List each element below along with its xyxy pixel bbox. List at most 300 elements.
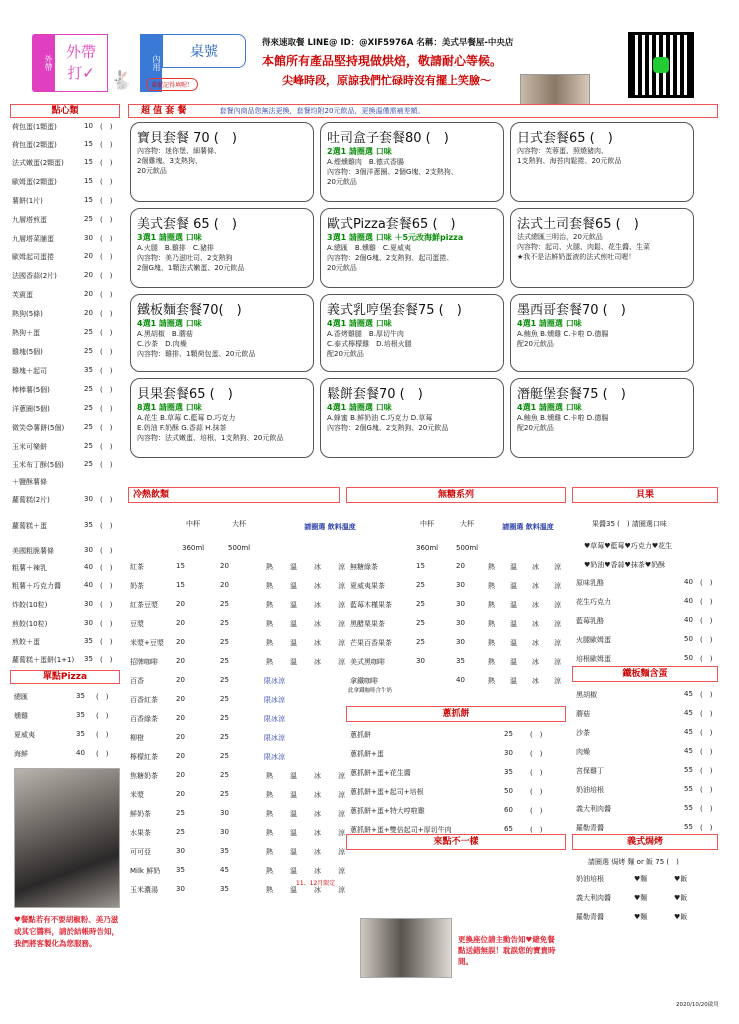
combo-card[interactable]: [320, 122, 504, 202]
snack-item-name: 法國香蒜(2片): [12, 272, 57, 280]
combo-card-line: A.蜂蜜 B.鮮奶油 C.巧克力 D.草莓: [327, 414, 433, 422]
drink-price-l[interactable]: 25: [220, 790, 229, 798]
drink-price-m[interactable]: 20: [176, 676, 185, 684]
snack-item-qty[interactable]: ( ): [100, 141, 113, 149]
drink-price-m[interactable]: 20: [176, 657, 185, 665]
drink-price-m[interactable]: 25: [176, 809, 185, 817]
snack-item-qty[interactable]: ( ): [100, 216, 113, 224]
drink-name: 玉米濃湯: [130, 886, 158, 894]
iron-item-qty[interactable]: ( ): [700, 786, 713, 794]
drink-limited-cold: 限冰涼: [264, 677, 285, 685]
scallion-item-name: 蔥抓餅+蛋+起司+培根: [350, 788, 424, 796]
promo-photo: [360, 918, 452, 978]
snack-item-qty[interactable]: ( ): [100, 386, 113, 394]
table-number-box[interactable]: [162, 34, 246, 68]
drink-temp-option[interactable]: 溫: [290, 848, 297, 856]
drink-temp-option[interactable]: 溫: [290, 867, 297, 875]
drink-name: 百香: [130, 677, 144, 685]
drink-price-l[interactable]: 25: [220, 600, 229, 608]
drink-temp-option[interactable]: 冰: [314, 658, 321, 666]
snack-item-price: 25: [84, 404, 93, 412]
sugarfree-temp-option[interactable]: 涼: [554, 677, 561, 685]
drink-price-l[interactable]: 25: [220, 638, 229, 646]
drink-temp-option[interactable]: 冰: [314, 639, 321, 647]
gratin-rice-option[interactable]: ♥飯: [674, 875, 688, 883]
sugarfree-temp-option[interactable]: 冰: [532, 677, 539, 685]
combo-card-line: 2個G塊、1顆法式嫩蛋、20元飲品: [137, 264, 245, 272]
drink-temp-option[interactable]: 冰: [314, 563, 321, 571]
bagel-item-name: 原味乳酪: [576, 579, 604, 587]
drink-name: 焦糖奶茶: [130, 772, 158, 780]
drink-temp-option[interactable]: 溫: [290, 563, 297, 571]
gratin-noodle-option[interactable]: ♥麵: [634, 894, 648, 902]
drink-price-l[interactable]: 45: [220, 866, 229, 874]
combo-card-line: 1支熱狗、海苔肉鬆捲、20元飲品: [517, 157, 622, 165]
combo-card-line: 內容物：法式嫩蛋、培根、1支熱狗、20元飲品: [137, 434, 284, 442]
drink-temp-option[interactable]: 涼: [338, 772, 345, 780]
drink-temp-option[interactable]: 冰: [314, 582, 321, 590]
drink-temp-option[interactable]: 冰: [314, 867, 321, 875]
drink-name: 柳橙: [130, 734, 144, 742]
sugarfree-temp-option[interactable]: 涼: [554, 601, 561, 609]
drink-temp-option[interactable]: 熱: [266, 867, 273, 875]
combo-card[interactable]: [130, 378, 314, 458]
snack-item-qty[interactable]: ( ): [100, 123, 113, 131]
combo-card-title: 鐵板麵套餐70( ): [137, 303, 242, 318]
drink-price-l[interactable]: 30: [220, 809, 229, 817]
drink-price-m[interactable]: 15: [176, 581, 185, 589]
drink-temp-option[interactable]: 溫: [290, 601, 297, 609]
drink-temp-option[interactable]: 熱: [266, 772, 273, 780]
combo-card-title: 美式套餐 65 ( ): [137, 217, 237, 232]
drink-temp-option[interactable]: 冰: [314, 791, 321, 799]
drink-temp-option[interactable]: 溫: [290, 886, 297, 894]
sugarfree-temp-option[interactable]: 涼: [554, 658, 561, 666]
snack-item-name: 熱狗(5條): [12, 310, 43, 318]
bagel-item-qty[interactable]: ( ): [700, 636, 713, 644]
snack-item-price: 25: [84, 347, 93, 355]
bagel-item-qty[interactable]: ( ): [700, 655, 713, 663]
drink-name: 百香紅茶: [130, 696, 158, 704]
snack-item-qty[interactable]: ( ): [100, 582, 113, 590]
bagel-title: 貝果: [572, 487, 718, 503]
iron-item-qty[interactable]: ( ): [700, 748, 713, 756]
sf-temp-header: 請圈選 飲料溫度: [502, 523, 554, 531]
drink-temp-option[interactable]: 冰: [314, 886, 321, 894]
bagel-item-price: 40: [684, 578, 693, 586]
drink-temp-option[interactable]: 冰: [314, 772, 321, 780]
drink-price-m[interactable]: 30: [176, 847, 185, 855]
drink-price-l[interactable]: 35: [220, 847, 229, 855]
pizza-item-price: 35: [76, 692, 85, 700]
snack-item-qty[interactable]: ( ): [100, 178, 113, 186]
snack-item-qty[interactable]: ( ): [100, 564, 113, 572]
iron-item-qty[interactable]: ( ): [700, 729, 713, 737]
iron-item-qty[interactable]: ( ): [700, 691, 713, 699]
sugarfree-price-l[interactable]: 20: [456, 562, 465, 570]
sugarfree-temp-option[interactable]: 熱: [488, 601, 495, 609]
snack-item-name: 荷包蛋(1顆蛋): [12, 123, 57, 131]
gratin-header: 請圈選 焗烤 麵 or 飯 75 ( ): [588, 858, 679, 866]
scallion-item-price: 25: [504, 730, 513, 738]
drink-price-m[interactable]: 20: [176, 638, 185, 646]
scallion-item-qty[interactable]: ( ): [530, 788, 543, 796]
combo-card[interactable]: [510, 378, 694, 458]
drink-price-m[interactable]: 15: [176, 562, 185, 570]
drink-temp-option[interactable]: 熱: [266, 563, 273, 571]
sugarfree-temp-option[interactable]: 熱: [488, 582, 495, 590]
snack-item-qty[interactable]: ( ): [100, 620, 113, 628]
drink-price-l[interactable]: 25: [220, 714, 229, 722]
combo-card[interactable]: [510, 208, 694, 288]
combo-card-line: A.煙燻雞肉 B.德式香腸: [327, 158, 404, 166]
drink-temp-option[interactable]: 溫: [290, 658, 297, 666]
drink-temp-option[interactable]: 涼: [338, 791, 345, 799]
drink-price-l[interactable]: 30: [220, 828, 229, 836]
snack-item-name: 玉米布丁酥(5個): [12, 461, 64, 469]
pizza-item-qty[interactable]: ( ): [96, 731, 109, 739]
sugarfree-temp-option[interactable]: 冰: [532, 639, 539, 647]
snack-item-name: 歐姆起司蛋捲: [12, 253, 54, 261]
gratin-item-name: 義大利肉醬: [576, 894, 611, 902]
drink-price-m[interactable]: 20: [176, 600, 185, 608]
sugarfree-temp-option[interactable]: 熱: [488, 677, 495, 685]
drink-price-m[interactable]: 20: [176, 714, 185, 722]
drink-temp-option[interactable]: 熱: [266, 601, 273, 609]
sugarfree-temp-option[interactable]: 溫: [510, 620, 517, 628]
drink-name: 水果茶: [130, 829, 151, 837]
combo-card[interactable]: [320, 378, 504, 458]
combo-card-choice: 4選1 請圈選 口味: [517, 403, 582, 412]
combo-card-title: 鬆餅套餐70 ( ): [327, 387, 423, 402]
snack-item-qty[interactable]: ( ): [100, 424, 113, 432]
takeout-box[interactable]: [54, 34, 108, 92]
snack-item-qty[interactable]: ( ): [100, 367, 113, 375]
drink-price-l[interactable]: 25: [220, 676, 229, 684]
drink-temp-option[interactable]: 涼: [338, 886, 345, 894]
snack-item-qty[interactable]: ( ): [100, 461, 113, 469]
pizza-item-name: 燻雞: [14, 712, 28, 720]
sugarfree-temp-option[interactable]: 冰: [532, 658, 539, 666]
bagel-item-price: 50: [684, 654, 693, 662]
latte-note: 此拿鐵咖啡含牛奶: [348, 688, 393, 694]
scallion-item-qty[interactable]: ( ): [530, 731, 543, 739]
sugarfree-name: 美式黑咖啡: [350, 658, 385, 666]
sugarfree-price-l[interactable]: 40: [456, 676, 465, 684]
drink-temp-option[interactable]: 熱: [266, 639, 273, 647]
takeout-tag: 外帶: [44, 55, 53, 71]
drink-name: 豆漿: [130, 620, 144, 628]
scallion-item-name: 蔥抓餅+蛋: [350, 750, 384, 758]
drink-price-l[interactable]: 20: [220, 581, 229, 589]
sugarfree-temp-option[interactable]: 溫: [510, 658, 517, 666]
snack-item-qty[interactable]: ( ): [100, 443, 113, 451]
ml-l-header: 500ml: [228, 544, 251, 552]
drink-temp-option[interactable]: 涼: [338, 563, 345, 571]
drink-price-m[interactable]: 25: [176, 828, 185, 836]
sugarfree-temp-option[interactable]: 熱: [488, 639, 495, 647]
sugarfree-price-m[interactable]: 15: [416, 562, 425, 570]
combo-card-line: 2個雞塊、3支熱狗、: [137, 157, 202, 165]
snack-item-name: 法式嫩蛋(2顆蛋): [12, 159, 64, 167]
scallion-title: 蔥抓餅: [346, 706, 566, 722]
combo-card-line: 配20元飲品: [517, 424, 554, 432]
drink-temp-option[interactable]: 涼: [338, 829, 345, 837]
drink-temp-option[interactable]: 溫: [290, 582, 297, 590]
drink-temp-option[interactable]: 冰: [314, 620, 321, 628]
drink-limited-cold: 限冰涼: [264, 734, 285, 742]
snack-item-name: 雞塊(5個): [12, 348, 43, 356]
snack-item-price: 15: [84, 140, 93, 148]
snack-item-name: 蘿蔔糕＋蛋餅(1+1): [12, 656, 75, 664]
drink-price-m[interactable]: 20: [176, 752, 185, 760]
drink-price-l[interactable]: 25: [220, 771, 229, 779]
sf-ml-m-header: 360ml: [416, 544, 439, 552]
sugarfree-price-m[interactable]: 25: [416, 638, 425, 646]
combo-card[interactable]: [130, 294, 314, 372]
drink-price-m[interactable]: 20: [176, 790, 185, 798]
snack-item-name: 熱狗＋蛋: [12, 329, 40, 337]
drink-temp-option[interactable]: 冰: [314, 810, 321, 818]
sugarfree-temp-option[interactable]: 冰: [532, 601, 539, 609]
combo-card-choice: 4選1 請圈選 口味: [517, 319, 582, 328]
combo-card-title: 墨西哥套餐70 ( ): [517, 303, 626, 318]
combo-card-line: A.鮪魚 B.燻雞 C.卡啦 D.德腸: [517, 330, 609, 338]
combo-card[interactable]: [510, 294, 694, 372]
sugarfree-price-m[interactable]: 25: [416, 619, 425, 627]
drink-temp-option[interactable]: 冰: [314, 848, 321, 856]
snack-item-qty[interactable]: ( ): [100, 405, 113, 413]
pizza-item-qty[interactable]: ( ): [96, 750, 109, 758]
combo-card-line: 內容物：芙蓉蛋、照燒豬肉、: [517, 147, 608, 155]
gratin-item-name: 羅勒青醬: [576, 913, 604, 921]
sugarfree-price-l[interactable]: 30: [456, 619, 465, 627]
combo-note: 套餐內商品您無法更換，套餐均附20元飲品，更換溫僅需補差額。: [219, 107, 425, 115]
drink-price-m[interactable]: 35: [176, 866, 185, 874]
sticker-note: 桌號記得填喔！: [146, 78, 198, 91]
drink-name: 招牌咖啡: [130, 658, 158, 666]
drink-name: 紅茶豆漿: [130, 601, 158, 609]
drink-price-m[interactable]: 20: [176, 619, 185, 627]
sugarfree-price-m[interactable]: 25: [416, 581, 425, 589]
drink-price-m[interactable]: 30: [176, 885, 185, 893]
iron-item-price: 55: [684, 804, 693, 812]
drink-name: 可可亞: [130, 848, 151, 856]
scallion-item-name: 蔥抓餅+蛋+特大哼啦雞: [350, 807, 425, 815]
drink-temp-option[interactable]: 冰: [314, 601, 321, 609]
bagel-item-price: 50: [684, 635, 693, 643]
snack-item-name: 煎餃＋蛋: [12, 638, 40, 646]
scallion-item-name: 蔥抓餅+蛋+花生醬: [350, 769, 411, 777]
drink-price-m[interactable]: 20: [176, 733, 185, 741]
sugarfree-price-l[interactable]: 30: [456, 638, 465, 646]
drink-price-l[interactable]: 25: [220, 657, 229, 665]
sugarfree-price-l[interactable]: 30: [456, 581, 465, 589]
combo-card-title: 貝果套餐65 ( ): [137, 387, 233, 402]
drink-temp-option[interactable]: 涼: [338, 848, 345, 856]
snack-item-qty[interactable]: ( ): [100, 348, 113, 356]
slogan-2: 尖峰時段，原諒我們忙碌時沒有擺上笑臉～: [282, 74, 491, 87]
sugarfree-temp-option[interactable]: 涼: [554, 639, 561, 647]
snack-item-qty[interactable]: ( ): [100, 235, 113, 243]
combo-card[interactable]: [130, 122, 314, 202]
pizza-item-qty[interactable]: ( ): [96, 693, 109, 701]
snack-item-qty[interactable]: ( ): [100, 638, 113, 646]
sugarfree-temp-option[interactable]: 冰: [532, 582, 539, 590]
drink-price-m[interactable]: 20: [176, 771, 185, 779]
drink-temp-option[interactable]: 熱: [266, 658, 273, 666]
iron-item-price: 55: [684, 823, 693, 831]
drink-name: 米漿+豆漿: [130, 639, 164, 647]
drink-name: 百香綠茶: [130, 715, 158, 723]
drink-temp-option[interactable]: 熱: [266, 582, 273, 590]
combo-card[interactable]: [510, 122, 694, 202]
iron-item-qty[interactable]: ( ): [700, 767, 713, 775]
iron-item-qty[interactable]: ( ): [700, 710, 713, 718]
bagel-item-qty[interactable]: ( ): [700, 598, 713, 606]
combo-card[interactable]: [320, 208, 504, 288]
snack-item-qty[interactable]: ( ): [100, 601, 113, 609]
drink-temp-option[interactable]: 涼: [338, 658, 345, 666]
sugarfree-name: 無糖綠茶: [350, 563, 378, 571]
drink-temp-option[interactable]: 溫: [290, 810, 297, 818]
snack-item-qty[interactable]: ( ): [100, 547, 113, 555]
scallion-item-qty[interactable]: ( ): [530, 807, 543, 815]
scallion-item-qty[interactable]: ( ): [530, 750, 543, 758]
snack-item-price: 35: [84, 366, 93, 374]
drink-temp-option[interactable]: 涼: [338, 810, 345, 818]
sugarfree-temp-option[interactable]: 涼: [554, 582, 561, 590]
drink-price-l[interactable]: 25: [220, 752, 229, 760]
drink-temp-option[interactable]: 熱: [266, 620, 273, 628]
snack-item-qty[interactable]: ( ): [100, 329, 113, 337]
drink-price-m[interactable]: 20: [176, 695, 185, 703]
snack-item-qty[interactable]: ( ): [100, 310, 113, 318]
drink-temp-option[interactable]: 涼: [338, 582, 345, 590]
snack-item-qty[interactable]: ( ): [100, 197, 113, 205]
sugarfree-temp-option[interactable]: 熱: [488, 563, 495, 571]
drink-temp-option[interactable]: 熱: [266, 791, 273, 799]
bagel-jam-header: 果醬35 ( ) 請圈選口味: [592, 520, 667, 528]
bagel-item-qty[interactable]: ( ): [700, 617, 713, 625]
sugarfree-temp-option[interactable]: 冰: [532, 620, 539, 628]
sugarfree-price-m[interactable]: 25: [416, 600, 425, 608]
snack-item-price: 15: [84, 158, 93, 166]
drama-poster-image: [14, 768, 120, 908]
snack-item-price: 25: [84, 215, 93, 223]
gratin-rice-option[interactable]: ♥飯: [674, 894, 688, 902]
combo-card-line: E.奶油 F.奶酥 G.香蒜 H.抹茶: [137, 424, 227, 432]
sugarfree-temp-option[interactable]: 冰: [532, 563, 539, 571]
drink-price-l[interactable]: 35: [220, 885, 229, 893]
sugarfree-temp-option[interactable]: 溫: [510, 639, 517, 647]
sugarfree-temp-option[interactable]: 溫: [510, 563, 517, 571]
snack-item-qty[interactable]: ( ): [100, 522, 113, 530]
iron-item-qty[interactable]: ( ): [700, 824, 713, 832]
sugarfree-price-l[interactable]: 35: [456, 657, 465, 665]
snack-item-qty[interactable]: ( ): [100, 159, 113, 167]
combo-card[interactable]: [320, 294, 504, 372]
sugarfree-price-m[interactable]: 30: [416, 657, 425, 665]
sugarfree-price-l[interactable]: 30: [456, 600, 465, 608]
iron-item-qty[interactable]: ( ): [700, 805, 713, 813]
sugarfree-temp-option[interactable]: 涼: [554, 563, 561, 571]
drink-price-l[interactable]: 25: [220, 695, 229, 703]
scallion-item-qty[interactable]: ( ): [530, 826, 543, 834]
snack-item-qty[interactable]: ( ): [100, 496, 113, 504]
scallion-item-qty[interactable]: ( ): [530, 769, 543, 777]
combo-card[interactable]: [130, 208, 314, 288]
iron-item-name: 肉燥: [576, 748, 590, 756]
sugarfree-temp-option[interactable]: 溫: [510, 601, 517, 609]
drink-price-l[interactable]: 25: [220, 733, 229, 741]
drink-temp-option[interactable]: 熱: [266, 829, 273, 837]
size-m-header: 中杯: [186, 520, 200, 528]
sugarfree-temp-option[interactable]: 熱: [488, 620, 495, 628]
dinein-tag: 內用: [152, 55, 161, 71]
sugarfree-temp-option[interactable]: 溫: [510, 582, 517, 590]
sugarfree-name: 夏威夷果茶: [350, 582, 385, 590]
gratin-noodle-option[interactable]: ♥麵: [634, 875, 648, 883]
cold-drinks-title: 冷熱飲類: [128, 487, 340, 503]
snack-item-name: 雞塊＋起司: [12, 367, 47, 375]
snack-item-price: 25: [84, 328, 93, 336]
drink-temp-option[interactable]: 溫: [290, 791, 297, 799]
combo-card-line: C.泰式檸檬雞 D.培根火腿: [327, 340, 412, 348]
takeout-label: 外帶: [65, 43, 96, 61]
drink-temp-option[interactable]: 涼: [338, 601, 345, 609]
pizza-item-qty[interactable]: ( ): [96, 712, 109, 720]
drink-temp-option[interactable]: 熱: [266, 848, 273, 856]
qr-code-icon[interactable]: [628, 32, 694, 98]
snack-item-name: 粗薯＋辣乳: [12, 564, 47, 572]
combo-card-title: 潛艇堡套餐75 ( ): [517, 387, 626, 402]
snack-item-qty[interactable]: ( ): [100, 253, 113, 261]
takeout-checkmark: 打✓: [67, 64, 95, 82]
takeout-tag-box: [32, 34, 54, 92]
rabbit-sticker-icon: 🐇: [110, 70, 133, 91]
drink-temp-option[interactable]: 冰: [314, 829, 321, 837]
snack-item-qty[interactable]: ( ): [100, 656, 113, 664]
snack-item-qty[interactable]: ( ): [100, 272, 113, 280]
snack-item-price: 20: [84, 290, 93, 298]
sugarfree-temp-option[interactable]: 涼: [554, 620, 561, 628]
iron-item-name: 沙茶: [576, 729, 590, 737]
drink-temp-option[interactable]: 溫: [290, 829, 297, 837]
drink-temp-option[interactable]: 涼: [338, 639, 345, 647]
season-note: 11、12月限定: [296, 880, 336, 887]
gratin-item-name: 奶油培根: [576, 875, 604, 883]
drink-temp-option[interactable]: 熱: [266, 886, 273, 894]
bagel-item-qty[interactable]: ( ): [700, 579, 713, 587]
snack-item-qty[interactable]: ( ): [100, 291, 113, 299]
drink-temp-option[interactable]: 溫: [290, 639, 297, 647]
drink-temp-option[interactable]: 熱: [266, 810, 273, 818]
drink-temp-option[interactable]: 溫: [290, 620, 297, 628]
gratin-noodle-option[interactable]: ♥麵: [634, 913, 648, 921]
drink-price-l[interactable]: 20: [220, 562, 229, 570]
sugarfree-temp-option[interactable]: 熱: [488, 658, 495, 666]
gratin-rice-option[interactable]: ♥飯: [674, 913, 688, 921]
drink-temp-option[interactable]: 涼: [338, 620, 345, 628]
drink-temp-option[interactable]: 涼: [338, 867, 345, 875]
snack-item-price: 25: [84, 442, 93, 450]
sugarfree-temp-option[interactable]: 溫: [510, 677, 517, 685]
drink-price-l[interactable]: 25: [220, 619, 229, 627]
gratin-title: 義式焗烤: [572, 834, 718, 850]
drink-temp-option[interactable]: 溫: [290, 772, 297, 780]
snack-item-price: 20: [84, 252, 93, 260]
